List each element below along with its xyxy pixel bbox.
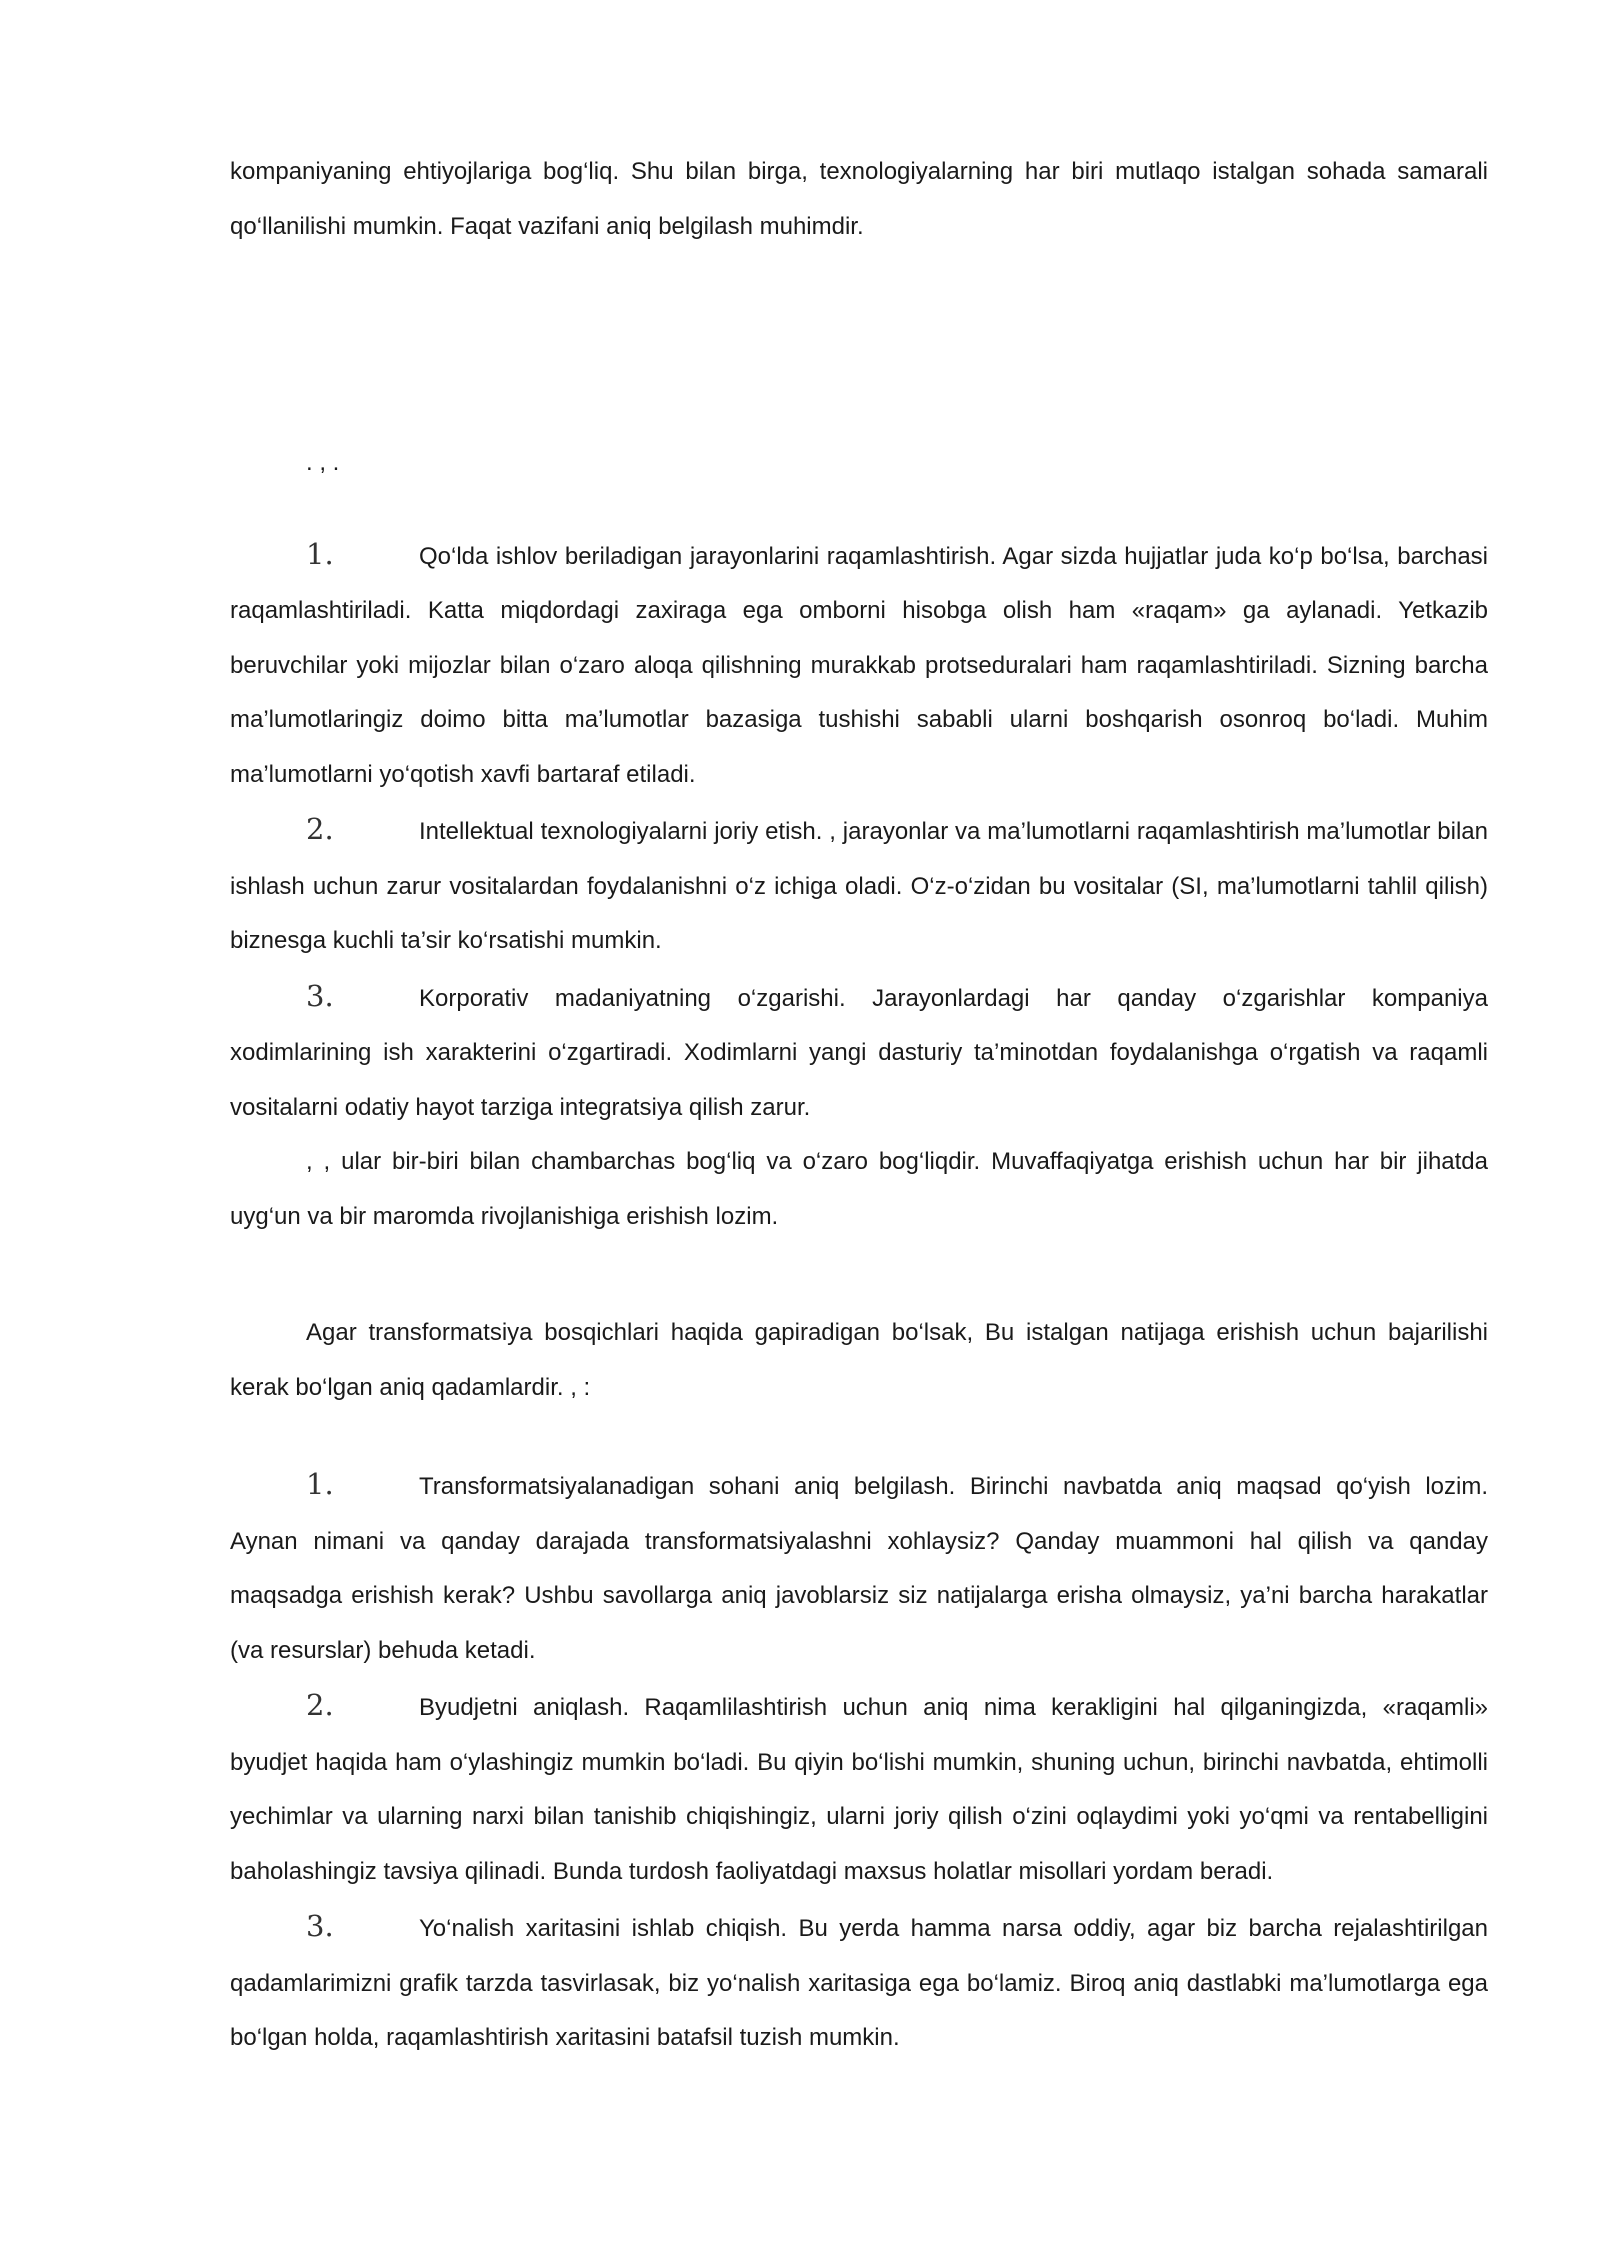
list1-item-3 — [230, 969, 1488, 1136]
separator-line: . , . — [306, 449, 340, 476]
transition-paragraph: Agar transformatsiya bosqichlari haqida gapiradigan bo‘lsak, Bu istalgan natijaga erishish uchun bajarilishi kerak bo‘lgan aniq qadamlardir. , : — [230, 1319, 1488, 1401]
list2-item-1 — [230, 1457, 1488, 1678]
list-number: 2. — [306, 812, 334, 846]
summary-paragraph: , , ular bir-biri bilan chambarchas bog‘liq va o‘zaro bog‘liqdir. Muvaffaqiyatga erishish uchun har bir jihatda uyg‘un va bir maromda rivojlanishiga erishish lozim. — [230, 1148, 1488, 1230]
list-item-text: Yo‘nalish xaritasini ishlab chiqish. Bu yerda hamma narsa oddiy, agar biz barcha rejalashtirilgan qadamlarimizni grafik tarzda tasvirlasak, biz yo‘nalish xaritasiga ega bo‘lamiz. Biroq aniq dastlabki ma’lumotlarga ega bo‘lgan holda, raqamlashtirish xaritasini batafsil tuzish mumkin. — [230, 1915, 1488, 2051]
list-item-text: Byudjetni aniqlash. Raqamlilashtirish uchun aniq nima kerakligini hal qilganingizda, «raqamli» byudjet haqida ham o‘ylashingiz mumkin bo‘ladi. Bu qiyin bo‘lishi mumkin, shuning uchun, birinchi navbatda, ehtimolli yechimlar va ularning narxi bilan tanishib chiqishingiz, ularni joriy qilish o‘zini oqlaydimi yoki yo‘qmi va rentabelligini baholashingiz tavsiya qilinadi. Bunda turdosh faoliyatdagi maxsus holatlar misollari yordam beradi. — [230, 1694, 1488, 1885]
list2-item-3 — [230, 1899, 1488, 2066]
list1-item-1 — [230, 527, 1488, 803]
list2-item-2 — [230, 1678, 1488, 1899]
list-item-text: Qo‘lda ishlov beriladigan jarayonlarini raqamlashtirish. Agar sizda hujjatlar juda ko‘p bo‘lsa, barchasi raqamlashtiriladi. Katta miqdordagi zaxiraga ega omborni hisobga olish ham «raqam» ga aylanadi. Yetkazib beruvchilar yoki mijozlar bilan o‘zaro aloqa qilishning murakkab protseduralari ham raqamlashtiriladi. Sizning barcha ma’lumotlaringiz doimo bitta ma’lumotlar bazasiga tushishi sababli ularni boshqarish osonroq bo‘ladi. Muhim ma’lumotlarni yo‘qotish xavfi bartaraf etiladi. — [230, 542, 1488, 788]
list-item-text: Transformatsiyalanadigan sohani aniq belgilash. Birinchi navbatda aniq maqsad qo‘yish lozim. Aynan nimani va qanday darajada transformatsiyalashni xohlaysiz? Qanday muammoni hal qilish va qanday maqsadga erishish kerak? Ushbu savollarga aniq javoblarsiz siz natijalarga erisha olmaysiz, ya’ni barcha harakatlar (va resurslar) behuda ketadi. — [230, 1473, 1488, 1664]
list-item-text: Intellektual texnologiyalarni joriy etish. , jarayonlar va ma’lumotlarni raqamlashtirish ma’lumotlar bilan ishlash uchun zarur vositalardan foydalanishni o‘z ichiga oladi. O‘z-o‘zidan bu vositalar (SI, ma’lumotlarni tahlil qilish) biznesga kuchli ta’sir ko‘rsatishi mumkin. — [230, 818, 1488, 954]
list-item-text: Korporativ madaniyatning o‘zgarishi. Jarayonlardagi har qanday o‘zgarishlar kompaniya xodimlarining ish xarakterini o‘zgartiradi. Xodimlarni yangi dasturiy ta’minotdan foydalanishga o‘rgatish va raqamli vositalarni odatiy hayot tarziga integratsiya qilish zarur. — [230, 984, 1488, 1121]
list1-item-2 — [230, 802, 1488, 969]
list-number: 3. — [306, 1909, 334, 1943]
list-number: 1. — [306, 1467, 334, 1501]
intro-paragraph: kompaniyaning ehtiyojlariga bog‘liq. Shu bilan birga, texnologiyalarning har biri mutlaqo istalgan sohada samarali qo‘llanilishi mumkin. Faqat vazifani aniq belgilash muhimdir. — [230, 158, 1488, 240]
list-number: 2. — [306, 1688, 334, 1722]
list-number: 1. — [306, 536, 334, 571]
list-number: 3. — [306, 978, 334, 1013]
